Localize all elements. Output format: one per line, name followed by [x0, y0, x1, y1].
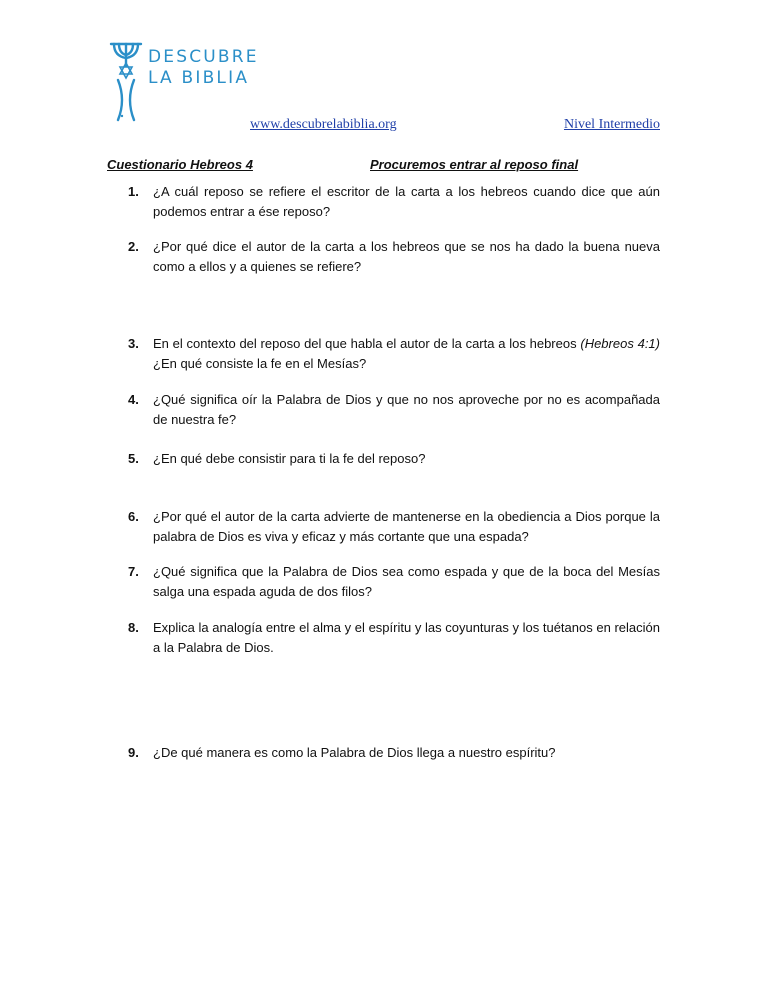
- question-1: [128, 182, 660, 222]
- question-number: 8.: [128, 620, 139, 635]
- document-subtitle: Procuremos entrar al reposo final: [370, 157, 579, 172]
- question-text: ¿A cuál reposo se refiere el escritor de la carta a los hebreos cuando dice que aún podemos entrar a ése reposo?: [153, 184, 660, 219]
- question-number: 7.: [128, 564, 139, 579]
- question-8: [128, 618, 660, 658]
- question-4: [128, 390, 660, 430]
- question-text: ¿Por qué el autor de la carta advierte de mantenerse en la obediencia a Dios porque la palabra de Dios es viva y eficaz y más cortante que una espada?: [153, 509, 660, 544]
- logo-wordmark: [148, 47, 259, 89]
- question-6: [128, 507, 660, 547]
- question-number: 1.: [128, 184, 139, 199]
- question-number: 9.: [128, 745, 139, 760]
- question-text-post: ¿En qué consiste la fe en el Mesías?: [153, 356, 367, 371]
- question-5: [128, 449, 660, 469]
- question-2: [128, 237, 660, 277]
- question-text: ¿Por qué dice el autor de la carta a los hebreos que se nos ha dado la buena nueva como a ellos y a quienes se refiere?: [153, 239, 660, 274]
- question-text: [153, 334, 660, 374]
- question-number: 6.: [128, 509, 139, 524]
- question-text: ¿Qué significa que la Palabra de Dios sea como espada y que de la boca del Mesías salga una espada aguda de dos filos?: [153, 564, 660, 599]
- level-link[interactable]: Nivel Intermedio: [563, 117, 660, 132]
- logo-line-2: LA BIBLIA: [148, 68, 250, 88]
- logo-line-1: DESCUBRE: [148, 47, 259, 67]
- question-text: Explica la analogía entre el alma y el espíritu y las coyunturas y los tuétanos en relación a la Palabra de Dios.: [153, 620, 660, 655]
- question-9: [128, 743, 660, 763]
- question-text: ¿De qué manera es como la Palabra de Dios llega a nuestro espíritu?: [153, 745, 556, 760]
- question-number: 4.: [128, 392, 139, 407]
- website-link[interactable]: www.descubrelabiblia.org: [250, 117, 397, 132]
- document-title: Cuestionario Hebreos 4: [107, 157, 253, 172]
- question-number: 5.: [128, 451, 139, 466]
- question-text: ¿En qué debe consistir para ti la fe del reposo?: [153, 451, 426, 466]
- question-text: ¿Qué significa oír la Palabra de Dios y que no nos aproveche por no es acompañada de nuestra fe?: [153, 392, 660, 427]
- bible-reference: (Hebreos 4:1): [580, 336, 660, 351]
- question-number: 3.: [128, 336, 139, 351]
- question-7: [128, 562, 660, 602]
- question-number: 2.: [128, 239, 139, 254]
- question-3: [128, 334, 660, 374]
- question-text-pre: En el contexto del reposo del que habla el autor de la carta a los hebreos: [153, 336, 577, 351]
